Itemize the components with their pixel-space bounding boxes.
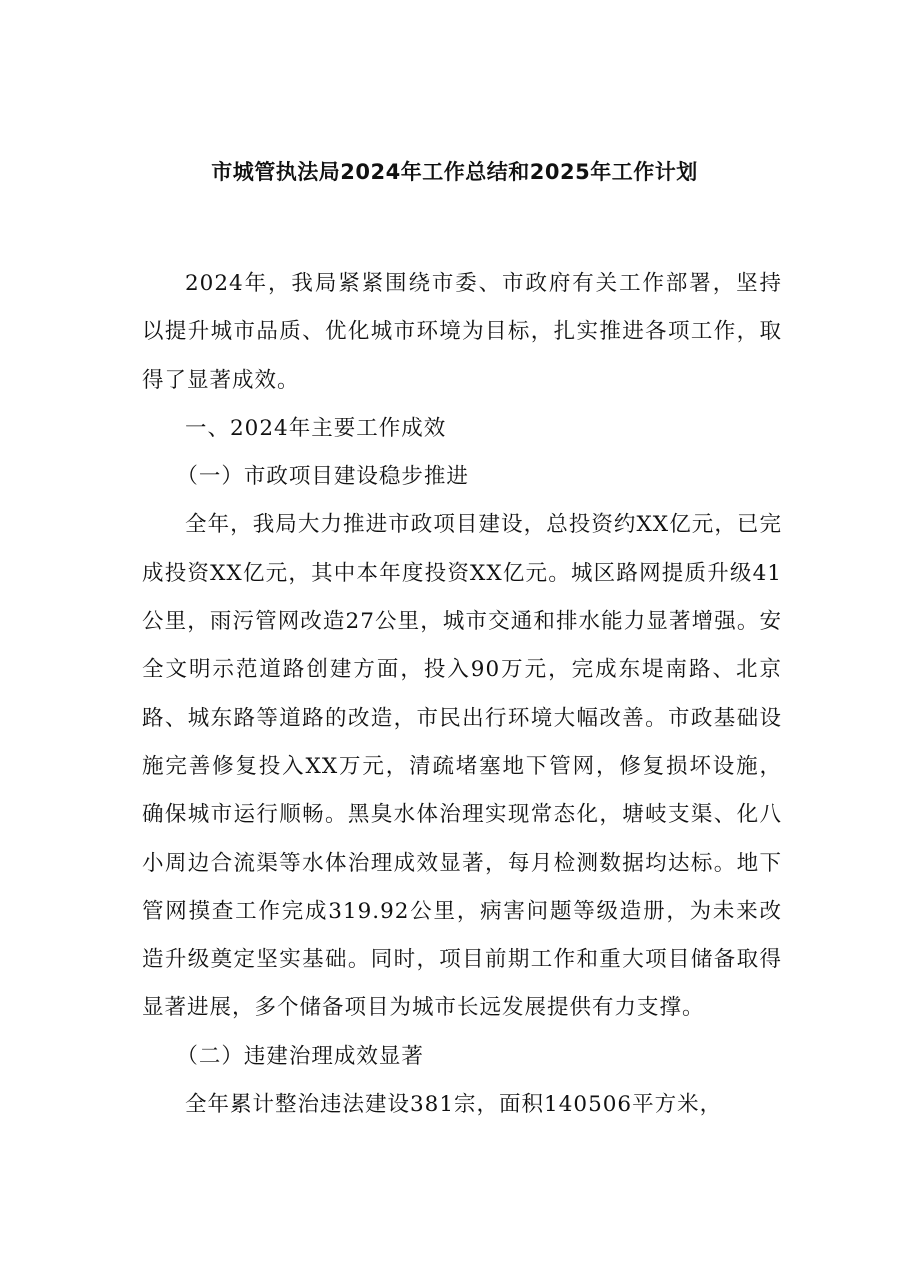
municipal-projects-paragraph: 全年，我局大力推进市政项目建设，总投资约XX亿元，已完成投资XX亿元，其中本年度投资XX亿元。城区路网提质升级41公里，雨污管网改造27公里，城市交通和排水能力显著增强。安全文明示范道路创建方面，投入90万元，完成东堤南路、北京路、城东路等道路的改造，市民出行环境大幅改善。市政基础设施完善修复投入XX万元，清疏堵塞地下管网，修复损坏设施，确保城市运行顺畅。黑臭水体治理实现常态化，塘岐支渠、化八小周边合流渠等水体治理成效显著，每月检测数据均达标。地下管网摸查工作完成319.92公里，病害问题等级造册，为未来改造升级奠定坚实基础。同时，项目前期工作和重大项目储备取得显著进展，多个储备项目为城市长远发展提供有力支撑。 [142,512,782,1021]
document-title: 市城管执法局2024年工作总结和2025年工作计划 [211,160,698,184]
intro-paragraph: 2024年，我局紧紧围绕市委、市政府有关工作部署，坚持以提升城市品质、优化城市环境为目标，扎实推进各项工作，取得了显著成效。 [142,271,782,393]
document-body [142,260,782,1129]
illegal-construction-paragraph: 全年累计整治违法建设381宗，面积140506平方米， [185,1092,723,1118]
subsection-heading-illegal-construction: （二）违建治理成效显著 [176,1043,424,1069]
section-heading-achievements: 一、2024年主要工作成效 [185,415,447,441]
subsection-heading-municipal-projects: （一）市政项目建设稳步推进 [176,464,469,490]
